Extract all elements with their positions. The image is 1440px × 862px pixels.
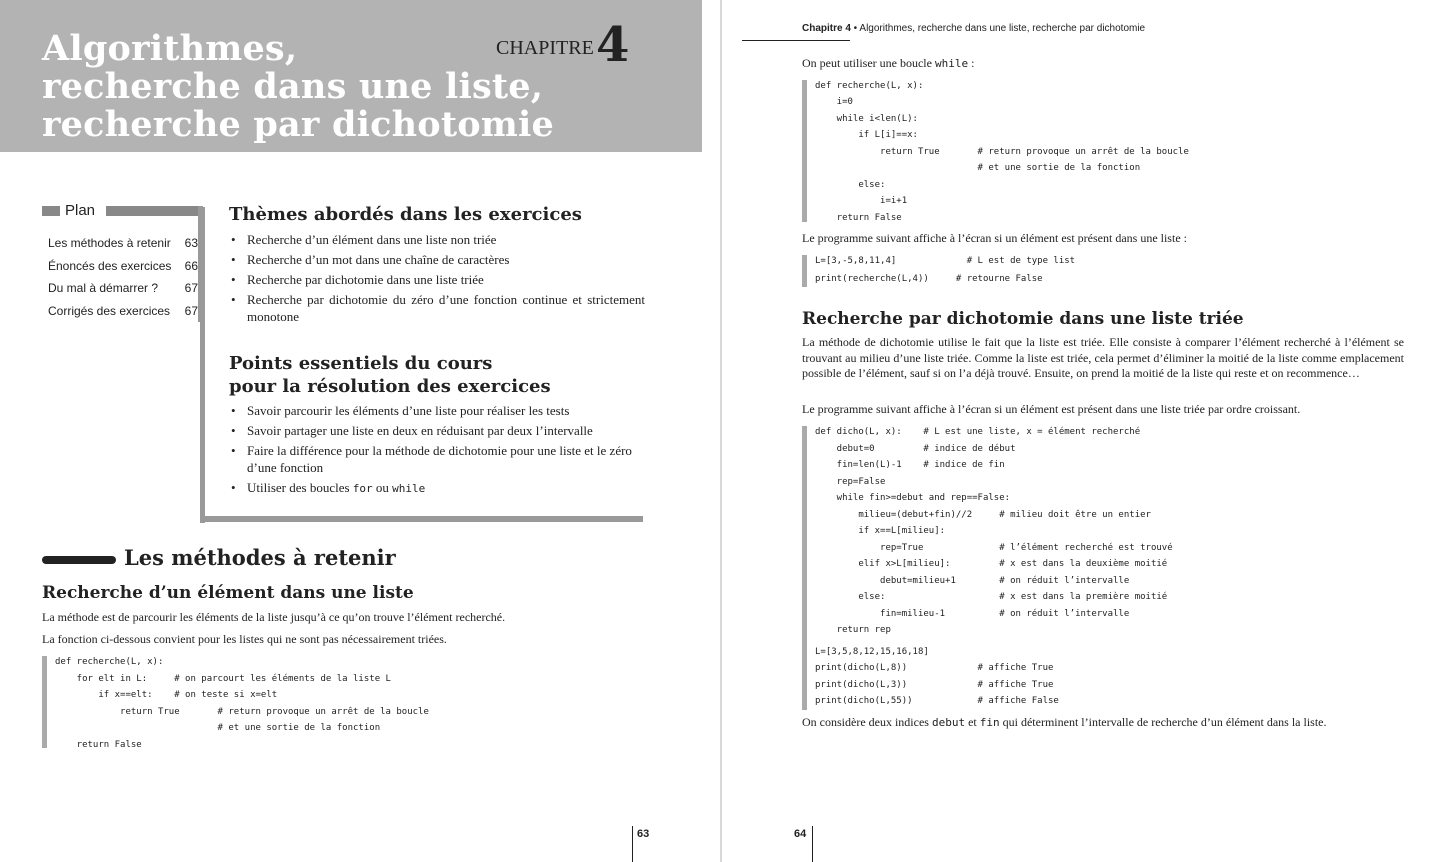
code-line: for elt in L: # on parcourt les éléments de la liste L [55,674,391,684]
code-line: def recherche(L, x): [815,81,924,91]
section-bar [42,556,116,564]
themes-heading: Thèmes abordés dans les exercices [229,204,582,225]
code-line: rep=True # l’élément recherché est trouvé [815,543,1173,553]
chapter-title-line: recherche dans une liste, [42,66,544,107]
code-line: return rep [815,625,891,635]
code-line: L=[3,5,8,12,15,16,18] [815,647,929,657]
code-line: return False [815,213,902,223]
paragraph: La méthode est de parcourir les éléments de la liste jusqu’à ce qu’on trouve l’élément recherché. [42,610,506,624]
code-line: print(dicho(L,3)) # affiche True [815,680,1054,690]
running-head-rule [742,40,850,41]
code-line: i=0 [815,97,853,107]
code-line: def recherche(L, x): [55,657,164,667]
code-line: while fin>=debut and rep==False: [815,493,1011,503]
code-block-test [802,255,1407,287]
points-heading [229,352,551,398]
plan-items [48,232,198,322]
chapter-title [42,30,554,144]
chapter-label: CHAPITRE [496,37,594,59]
code-line: while i<len(L): [815,114,918,124]
code-block-dicho [802,426,1407,710]
points-list [229,403,645,501]
code-line: if x==L[milieu]: [815,526,946,536]
plan-header-bar [42,206,60,216]
points-item-text: Utiliser des boucles [247,479,353,495]
paragraph [802,56,1422,72]
code-line: print(dicho(L,8)) # affiche True [815,663,1054,673]
code-line: fin=len(L)-1 # indice de fin [815,460,1005,470]
themes-item: • Recherche par dichotomie dans une liste triée [229,272,645,289]
points-item [229,480,645,498]
chapter-header-banner [0,0,702,152]
inline-code: for [352,481,373,495]
code-line: L=[3,-5,8,11,4] # L est de type list [815,256,1076,266]
code-line: print(dicho(L,55)) # affiche False [815,696,1059,706]
paragraph [802,715,1422,731]
code-line: rep=False [815,477,886,487]
plan-item-label: Énoncés des exercices [48,258,172,273]
paragraph: Le programme suivant affiche à l’écran si un élément est présent dans une liste : [802,231,1187,245]
code-line: print(recherche(L,4)) # retourne False [815,274,1043,284]
paragraph-text: On peut utiliser une boucle [802,56,935,70]
running-head [802,23,1145,34]
page-number-rule [632,826,633,862]
plan-item-label: Corrigés des exercices [48,303,171,318]
paragraph: La méthode de dichotomie utilise le fait que la liste est triée. Elle consiste à comparer l’élément recherché à l’élément se trouvant au milieu d’une liste triée. Comme la liste est triée, cela permet d’éliminer la moitié de la liste comme emplacement possible de l’élément, sauf si on l’a déjà trouvé. Ensuite, on prend la moitié de la liste qui reste et on recommence… [802,335,1404,380]
inline-code: while [392,481,426,495]
code-line: else: [815,180,886,190]
chapter-title-line: Algorithmes, [42,28,298,69]
points-heading-line: Points essentiels du cours [229,353,493,374]
plan-item-page: 66 [184,258,198,273]
points-heading-line: pour la résolution des exercices [229,376,551,397]
inline-code: while [934,57,969,70]
chapter-number: 4 [596,17,630,73]
plan-item[interactable] [48,277,198,300]
code-line: debut=milieu+1 # on réduit l’intervalle [815,576,1130,586]
code-block-while [802,80,1407,222]
code-line: # et une sortie de la fonction [815,163,1141,173]
themes-frame-vertical [200,207,205,523]
running-head-title: • Algorithmes, recherche dans une liste, recherche par dichotomie [850,23,1146,34]
plan-item[interactable] [48,232,198,255]
plan-item-page: 63 [184,236,198,250]
inline-code: fin [979,716,1000,729]
themes-list [229,232,645,329]
points-item-text: ou [372,479,393,495]
points-item: • Savoir parcourir les éléments d’une liste pour réaliser les tests [229,403,645,420]
paragraph-text: et [965,715,980,729]
themes-item: • Recherche par dichotomie du zéro d’une fonction continue et strictement monotone [229,292,645,325]
paragraph-text: : [968,56,975,70]
plan-item-page: 67 [184,303,198,318]
code-line: def dicho(L, x): # L est une liste, x = élément recherché [815,427,1141,437]
right-page [722,0,1440,862]
paragraph: La fonction ci-dessous convient pour les listes qui ne sont pas nécessairement triées. [42,632,447,646]
code-line: debut=0 # indice de début [815,444,1016,454]
code-line: return True # return provoque un arrêt de la boucle [815,147,1189,157]
code-line: return False [55,740,142,750]
subsection-heading: Recherche d’un élément dans une liste [42,583,414,603]
code-line: # et une sortie de la fonction [55,723,381,733]
running-head-chapter: Chapitre 4 [802,23,851,34]
inline-code: debut [931,716,966,729]
plan-item-label: Les méthodes à retenir [48,236,171,250]
code-line: milieu=(debut+fin)//2 # milieu doit être un entier [815,510,1151,520]
themes-item: • Recherche d’un élément dans une liste non triée [229,232,645,249]
paragraph-text: On considère deux indices [802,715,932,729]
code-line: if x==elt: # on teste si x=elt [55,690,278,700]
plan-top-rule [106,206,202,216]
page-number-rule [812,826,813,862]
themes-frame-horizontal [200,516,643,522]
subsection-heading: Recherche par dichotomie dans une liste triée [802,309,1244,329]
plan-item-label: Du mal à démarrer ? [48,281,159,295]
paragraph-text: qui déterminent l’intervalle de recherche d’un élément dans la liste. [999,715,1327,729]
code-line: if L[i]==x: [815,130,918,140]
plan-header [42,202,100,219]
points-item: • Savoir partager une liste en deux en réduisant par deux l’intervalle [229,423,645,440]
code-block-recherche [42,656,687,748]
code-line: fin=milieu-1 # on réduit l’intervalle [815,609,1130,619]
chapter-title-line: recherche par dichotomie [42,104,554,145]
plan-item[interactable] [48,255,198,278]
themes-item: • Recherche d’un mot dans une chaîne de caractères [229,252,645,269]
page-number: 63 [637,828,650,840]
code-line: i=i+1 [815,196,908,206]
plan-title: Plan [60,202,100,219]
section-heading: Les méthodes à retenir [124,545,396,570]
points-item: • Faire la différence pour la méthode de dichotomie pour une liste et le zéro d’une fonction [229,443,645,476]
plan-box [42,202,202,322]
paragraph: Le programme suivant affiche à l’écran si un élément est présent dans une liste triée par ordre croissant. [802,402,1301,416]
plan-item-page: 67 [184,281,198,295]
code-line: elif x>L[milieu]: # x est dans la deuxième moitié [815,559,1168,569]
code-line: else: # x est dans la première moitié [815,592,1168,602]
code-line: return True # return provoque un arrêt de la boucle [55,707,429,717]
plan-item[interactable] [48,300,198,323]
page-number: 64 [794,828,807,840]
